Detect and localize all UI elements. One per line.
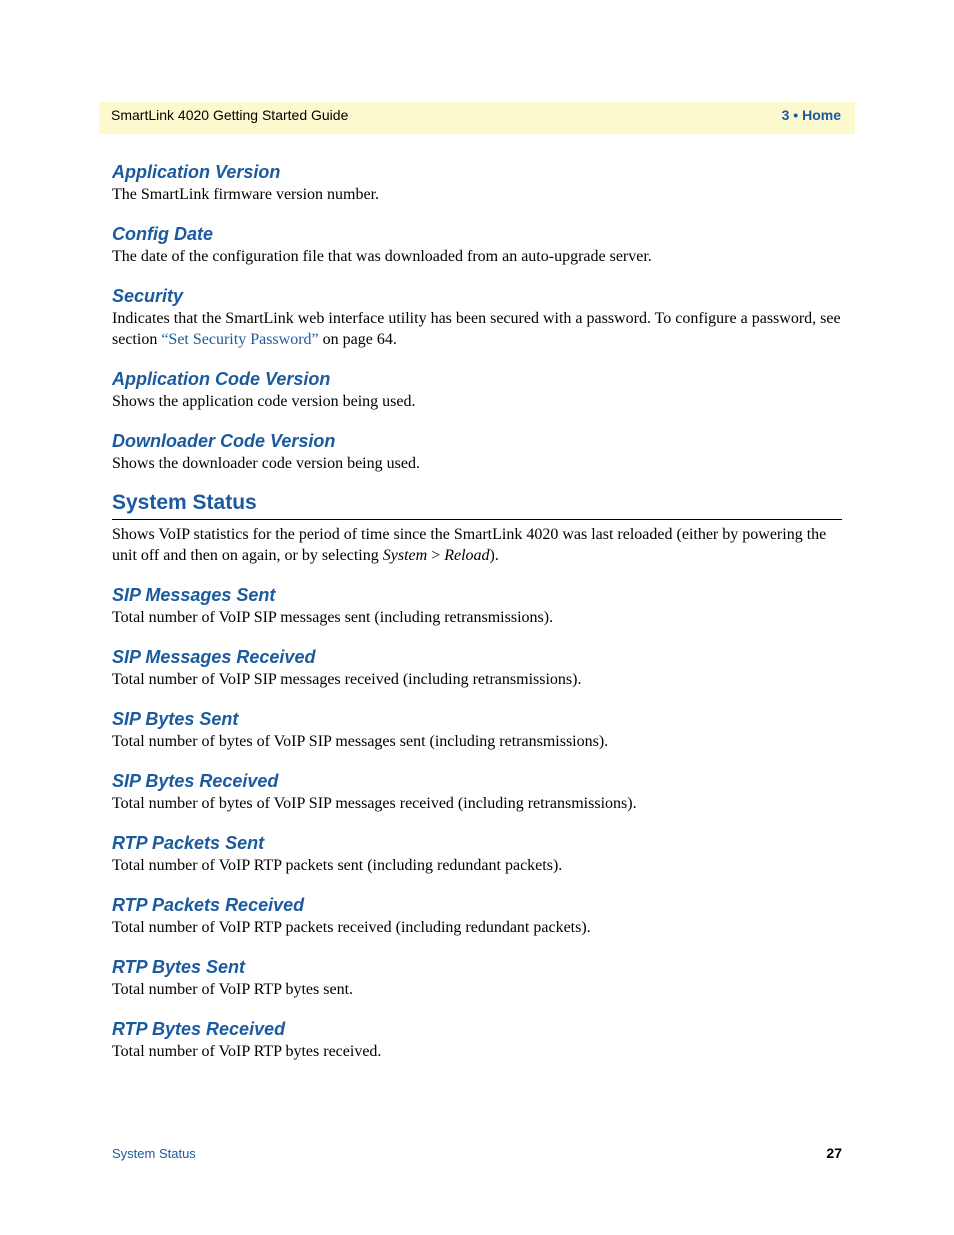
section-rtp-bytes-sent <box>112 955 842 1000</box>
section-text: The SmartLink firmware version number. <box>112 186 380 203</box>
intro-text-after: ). <box>489 547 499 564</box>
section-text: Total number of VoIP RTP bytes received. <box>112 1043 382 1060</box>
section-security <box>112 284 842 350</box>
section-heading: RTP Bytes Sent <box>112 957 246 977</box>
section-text: Total number of VoIP RTP bytes sent. <box>112 981 354 998</box>
section-text <box>112 308 842 350</box>
section-text: Total number of VoIP SIP messages received (including retransmissions). <box>112 671 582 688</box>
section-application-version <box>112 160 842 205</box>
section-heading: SIP Bytes Received <box>112 771 279 791</box>
security-text-after: on page 64. <box>318 331 397 348</box>
intro-text-before: Shows VoIP statistics for the period of time since the SmartLink 4020 was last reloaded (either by powering the unit off and then on again, or by selecting <box>112 526 827 564</box>
section-text: Total number of bytes of VoIP SIP messages received (including retransmissions). <box>112 795 637 812</box>
footer-section-name: System Status <box>112 1146 196 1161</box>
system-status-section <box>112 490 842 566</box>
system-status-heading: System Status <box>112 490 842 520</box>
section-heading: RTP Packets Sent <box>112 833 265 853</box>
system-status-intro <box>112 524 842 566</box>
section-sip-messages-received <box>112 645 842 690</box>
section-heading: Security <box>112 286 184 306</box>
section-heading: SIP Bytes Sent <box>112 709 239 729</box>
section-heading: RTP Packets Received <box>112 895 305 915</box>
page-content <box>112 160 842 1079</box>
section-sip-bytes-sent <box>112 707 842 752</box>
menu-system: System <box>382 547 428 564</box>
set-security-password-link[interactable]: “Set Security Password” <box>161 331 319 348</box>
menu-separator: > <box>427 547 445 564</box>
section-heading: Downloader Code Version <box>112 431 336 451</box>
section-heading: Application Code Version <box>112 369 331 389</box>
running-header <box>99 102 855 134</box>
guide-title: SmartLink 4020 Getting Started Guide <box>111 107 349 123</box>
section-text: Total number of VoIP RTP packets sent (including redundant packets). <box>112 857 563 874</box>
section-text: The date of the configuration file that was downloaded from an auto-upgrade server. <box>112 248 652 265</box>
section-text: Total number of bytes of VoIP SIP messages sent (including retransmissions). <box>112 733 609 750</box>
section-sip-messages-sent <box>112 583 842 628</box>
section-text: Shows the downloader code version being used. <box>112 455 420 472</box>
section-application-code-version <box>112 367 842 412</box>
section-text: Total number of VoIP SIP messages sent (including retransmissions). <box>112 609 554 626</box>
section-rtp-packets-sent <box>112 831 842 876</box>
section-rtp-bytes-received <box>112 1017 842 1062</box>
section-text: Total number of VoIP RTP packets received (including redundant packets). <box>112 919 591 936</box>
section-heading: Config Date <box>112 224 213 244</box>
section-sip-bytes-received <box>112 769 842 814</box>
security-text-before: Indicates that the SmartLink web interface utility has been secured with a password. To configure a password, see section <box>112 310 841 348</box>
section-heading: SIP Messages Received <box>112 647 316 667</box>
menu-reload: Reload <box>444 547 490 564</box>
section-rtp-packets-received <box>112 893 842 938</box>
section-heading: RTP Bytes Received <box>112 1019 286 1039</box>
section-downloader-code-version <box>112 429 842 474</box>
section-text: Shows the application code version being used. <box>112 393 416 410</box>
page-number: 27 <box>826 1145 842 1161</box>
section-config-date <box>112 222 842 267</box>
chapter-label: 3 • Home <box>781 107 841 123</box>
section-heading: Application Version <box>112 162 281 182</box>
section-heading: SIP Messages Sent <box>112 585 276 605</box>
